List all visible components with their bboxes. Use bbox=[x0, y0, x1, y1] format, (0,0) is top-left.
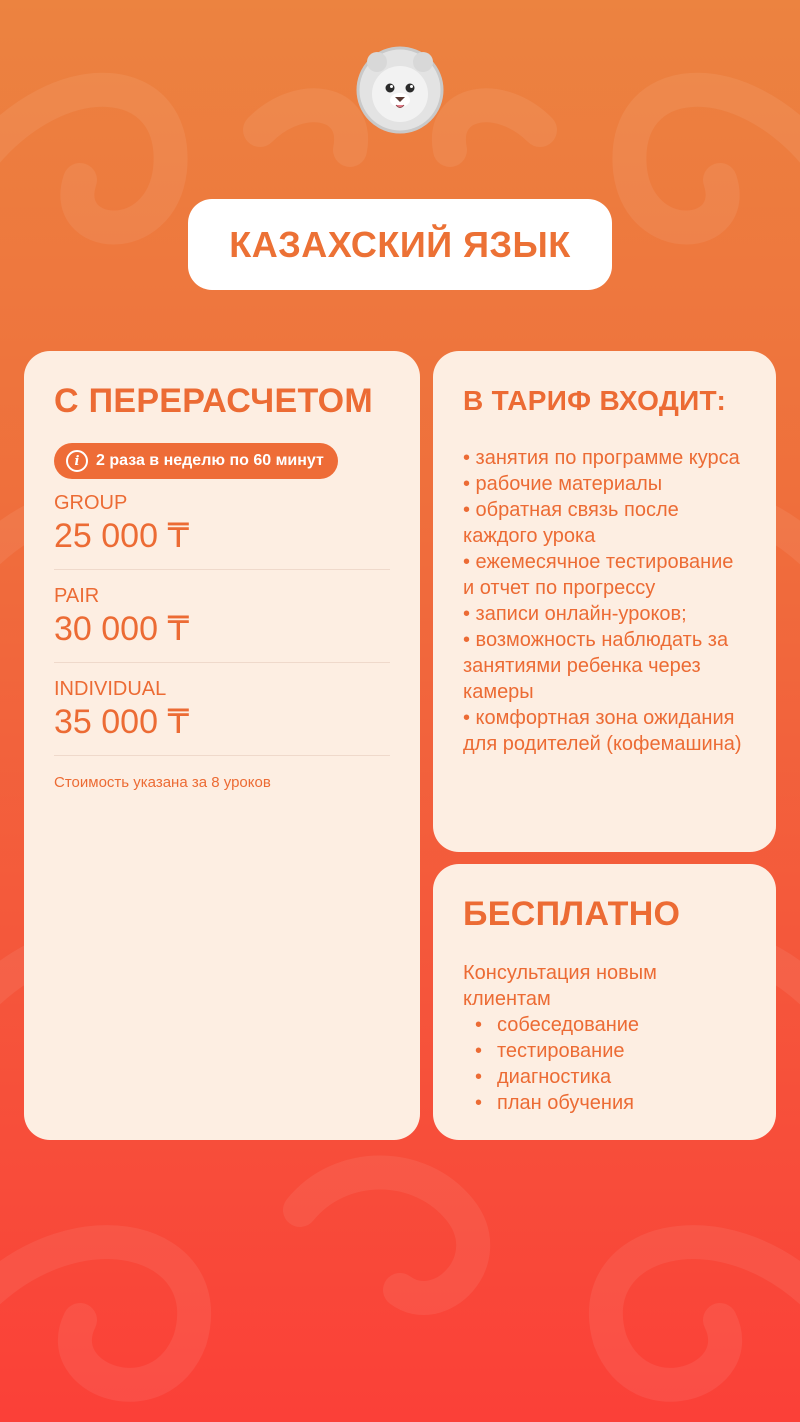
price-row-individual bbox=[54, 663, 390, 756]
pricing-heading: С ПЕРЕРАСЧЕТОМ bbox=[54, 382, 374, 420]
list-item: • диагностика bbox=[475, 1064, 746, 1090]
included-heading: В ТАРИФ ВХОДИТ: bbox=[463, 385, 727, 416]
list-item: • обратная связь после каждого урока bbox=[463, 499, 679, 547]
list-item: • возможность наблюдать за занятиями ребенка через камеры bbox=[463, 629, 729, 703]
list-item: • комфортная зона ожидания для родителей (кофемашина) bbox=[463, 707, 742, 755]
list-item: • ежемесячное тестирование и отчет по прогрессу bbox=[463, 551, 734, 599]
title-banner bbox=[188, 199, 612, 290]
tier-label: PAIR bbox=[54, 585, 100, 607]
list-item: • собеседование bbox=[475, 1012, 746, 1038]
list-item: • план обучения bbox=[475, 1090, 746, 1116]
info-icon: i bbox=[66, 450, 88, 472]
included-card bbox=[433, 351, 776, 852]
list-item: • занятия по программе курса bbox=[463, 447, 740, 469]
free-card bbox=[433, 864, 776, 1140]
tier-price: 30 000 ₸ bbox=[54, 610, 190, 648]
tier-label: INDIVIDUAL bbox=[54, 678, 167, 700]
list-item: • тестирование bbox=[475, 1038, 746, 1064]
list-item: • рабочие материалы bbox=[463, 473, 663, 495]
free-intro: Консультация новым клиентам bbox=[463, 962, 657, 1010]
free-list bbox=[463, 1012, 746, 1116]
pricing-card bbox=[24, 351, 420, 1140]
lion-cub-icon bbox=[355, 40, 445, 140]
tier-price: 25 000 ₸ bbox=[54, 517, 190, 555]
list-item: • записи онлайн-уроков; bbox=[463, 603, 687, 625]
included-list bbox=[463, 445, 746, 757]
price-row-pair bbox=[54, 570, 390, 663]
tier-price: 35 000 ₸ bbox=[54, 703, 190, 741]
tier-label: GROUP bbox=[54, 492, 128, 514]
free-heading: БЕСПЛАТНО bbox=[463, 895, 681, 933]
page-title: КАЗАХСКИЙ ЯЗЫК bbox=[229, 223, 571, 265]
schedule-badge bbox=[54, 443, 338, 479]
price-note: Стоимость указана за 8 уроков bbox=[54, 774, 271, 791]
price-row-group bbox=[54, 479, 390, 570]
schedule-text: 2 раза в неделю по 60 минут bbox=[96, 452, 324, 469]
